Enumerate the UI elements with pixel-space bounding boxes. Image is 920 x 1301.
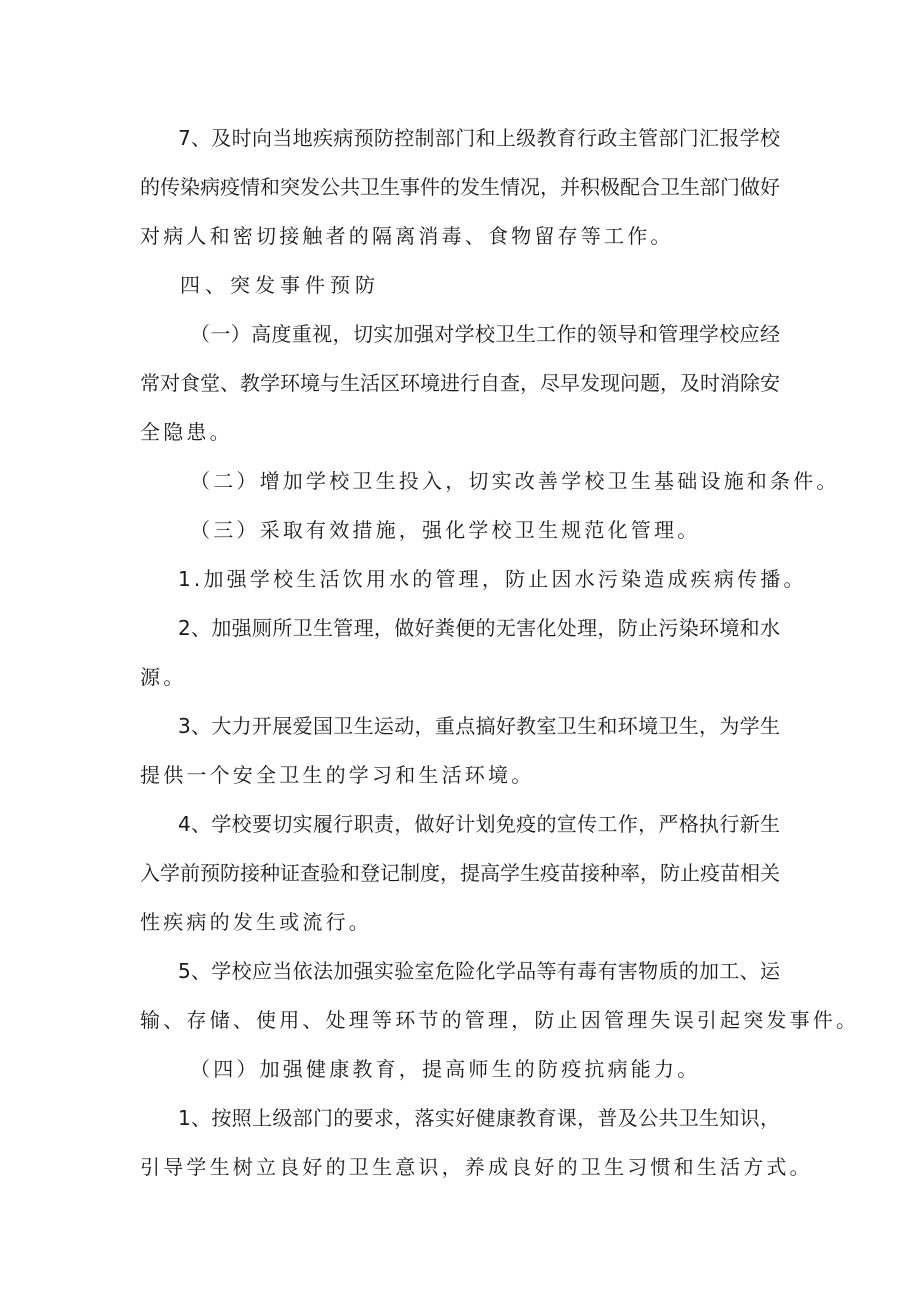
subsection-heading: （四）加强健康教育，提高师生的防疫抗病能力。 — [190, 1057, 701, 1081]
text-line: 4、学校要切实履行职责，做好计划免疫的宣传工作，严格执行新生 — [178, 812, 780, 836]
text-line: 5、学校应当依法加强实验室危险化学品等有毒有害物质的加工、运 — [178, 959, 780, 983]
text-line: 对病人和密切接触者的隔离消毒、食物留存等工作。 — [140, 224, 674, 248]
subsection-heading: （三）采取有效措施，强化学校卫生规范化管理。 — [190, 518, 701, 542]
text-line: 源。 — [140, 665, 187, 689]
text-line: 常对食堂、教学环境与生活区环境进行自查，尽早发现问题，及时消除安 — [140, 371, 780, 395]
text-line: （一）高度重视，切实加强对学校卫生工作的领导和管理学校应经 — [190, 322, 780, 346]
text-line: 7、及时向当地疾病预防控制部门和上级教育行政主管部门汇报学校 — [178, 126, 780, 150]
subsection-heading: （二）增加学校卫生投入，切实改善学校卫生基础设施和条件。 — [190, 469, 840, 493]
text-line: 的传染病疫情和突发公共卫生事件的发生情况，并积极配合卫生部门做好 — [140, 175, 780, 199]
text-line: 1.加强学校生活饮用水的管理，防止因水污染造成疾病传播。 — [178, 567, 807, 591]
text-line: 全隐患。 — [140, 420, 233, 444]
text-line: 引导学生树立良好的卫生意识，养成良好的卫生习惯和生活方式。 — [140, 1155, 813, 1179]
text-line: 3、大力开展爱国卫生运动，重点搞好教室卫生和环境卫生，为学生 — [178, 714, 780, 738]
text-line: 提供一个安全卫生的学习和生活环境。 — [140, 763, 535, 787]
text-line: 1、按照上级部门的要求，落实好健康教育课，普及公共卫生知识， — [178, 1106, 780, 1130]
text-line: 性疾病的发生或流行。 — [140, 910, 372, 934]
text-line: 输、存储、使用、处理等环节的管理，防止因管理失误引起突发事件。 — [140, 1008, 860, 1032]
text-line: 入学前预防接种证查验和登记制度，提高学生疫苗接种率，防止疫苗相关 — [140, 861, 780, 885]
section-heading: 四、突发事件预防 — [180, 273, 380, 297]
text-line: 2、加强厕所卫生管理，做好粪便的无害化处理，防止污染环境和水 — [178, 616, 780, 640]
